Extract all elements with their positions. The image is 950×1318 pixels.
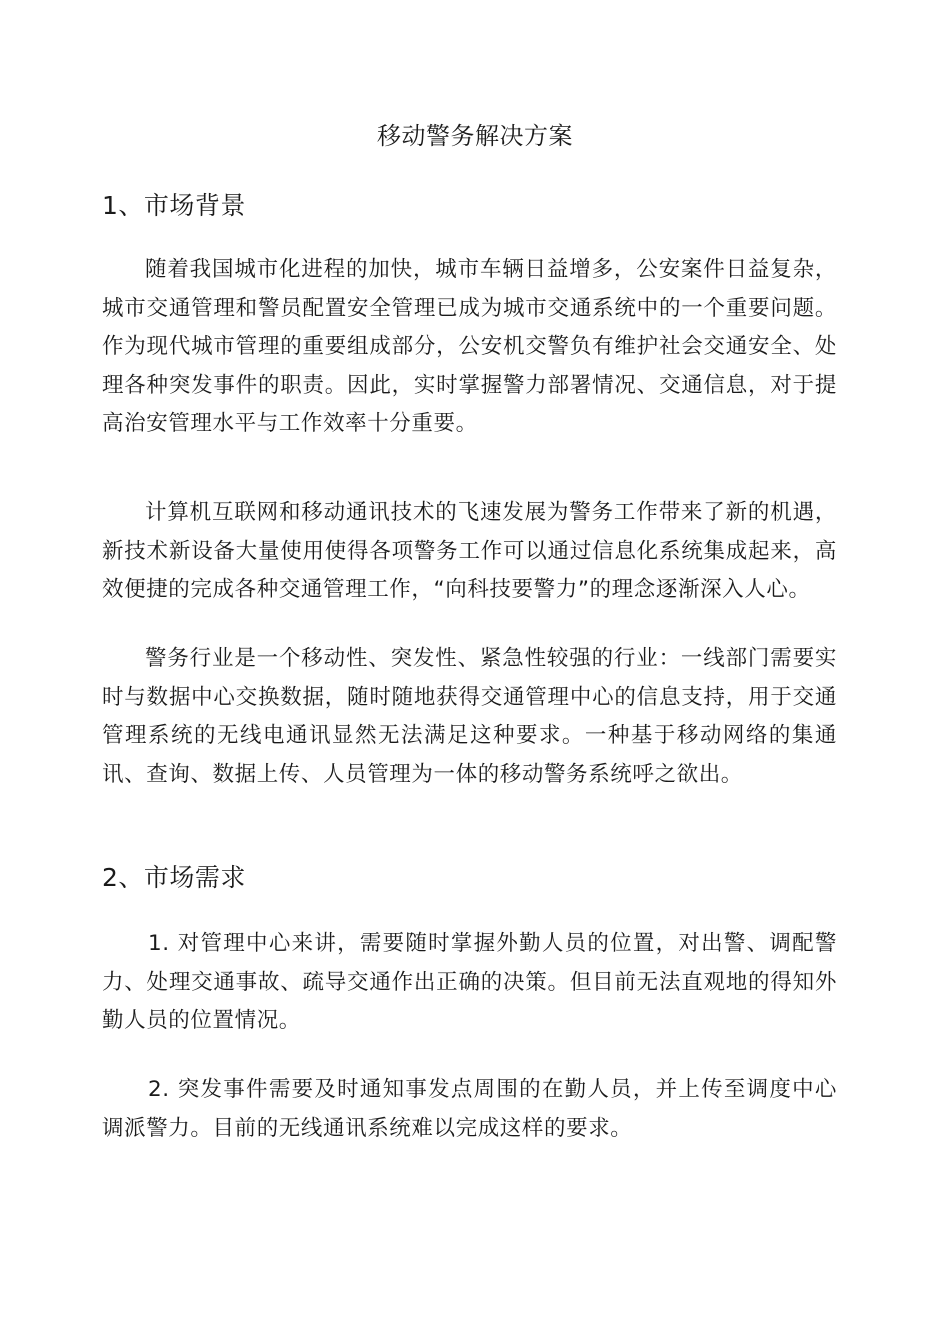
document-title: 移动警务解决方案 [377,122,573,150]
paragraph-background-3: 警务行业是一个移动性、突发性、紧急性较强的行业：一线部门需要实时与数据中心交换数据，随时随地获得交通管理中心的信息支持，用于交通管理系统的无线电通讯显然无法满足这种要求。一种基于移动网络的集通讯、查询、数据上传、人员管理为一体的移动警务系统呼之欲出。 [102,646,837,787]
section-heading-market-background: 1、市场背景 [102,191,246,220]
paragraph-demand-2: 2. 突发事件需要及时通知事发点周围的在勤人员，并上传至调度中心调派警力。目前的无线通讯系统难以完成这样的要求。 [102,1077,837,1141]
paragraph-demand-1: 1. 对管理中心来讲，需要随时掌握外勤人员的位置，对出警、调配警力、处理交通事故、疏导交通作出正确的决策。但目前无法直观地的得知外勤人员的位置情况。 [102,931,837,1033]
section-heading-market-demand: 2、市场需求 [102,863,246,892]
paragraph-background-1: 随着我国城市化进程的加快，城市车辆日益增多，公安案件日益复杂，城市交通管理和警员配置安全管理已成为城市交通系统中的一个重要问题。作为现代城市管理的重要组成部分，公安机交警负有维护社会交通安全、处理各种突发事件的职责。因此，实时掌握警力部署情况、交通信息，对于提高治安管理水平与工作效率十分重要。 [102,257,837,436]
paragraph-background-2: 计算机互联网和移动通讯技术的飞速发展为警务工作带来了新的机遇，新技术新设备大量使用使得各项警务工作可以通过信息化系统集成起来，高效便捷的完成各种交通管理工作，“向科技要警力”的理念逐渐深入人心。 [102,500,837,602]
